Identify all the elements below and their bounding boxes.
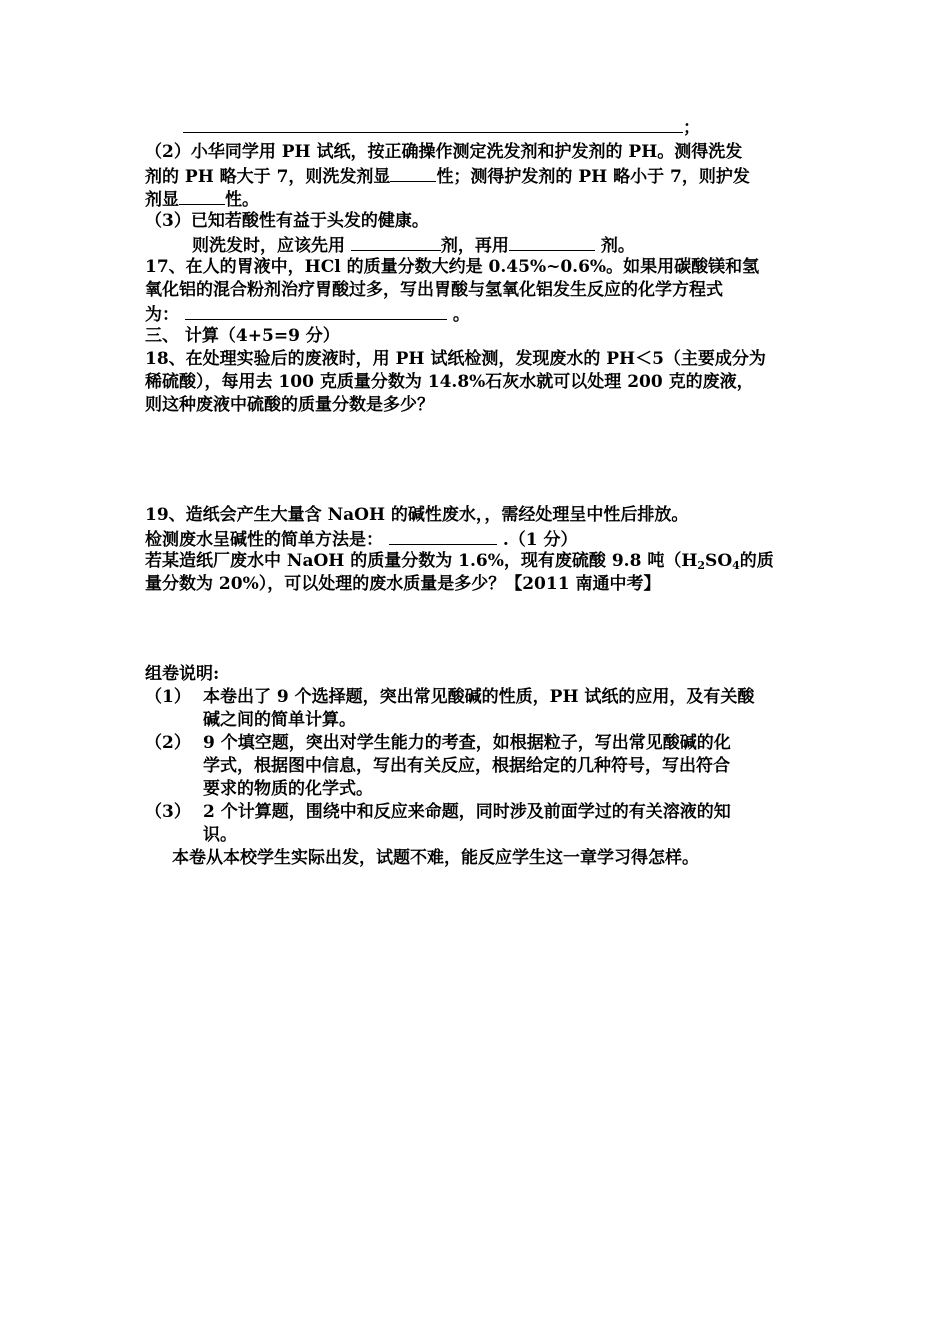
note-2-line3: 要求的物质的化学式。: [203, 779, 373, 799]
q17-line3: 为： 。: [145, 301, 470, 327]
section-title: 三、 计算（4+5=9 分）: [145, 326, 340, 346]
answer-blank[interactable]: [389, 526, 497, 545]
q19-line2: 检测废水呈碱性的简单方法是： .（1 分）: [145, 526, 578, 552]
answer-blank[interactable]: [390, 163, 436, 182]
note-3-line1: 2 个计算题，围绕中和反应来命题，同时涉及前面学过的有关溶液的知: [203, 802, 731, 822]
q18-line1: 18、在处理实验后的废液时，用 PH 试纸检测，发现废水的 PH＜5（主要成分为: [145, 349, 766, 369]
note-1-line2: 碱之间的简单计算。: [203, 710, 356, 730]
q17-line1: 17、在人的胃液中，HCl 的质量分数大约是 0.45%~0.6%。如果用碳酸镁和氢: [145, 257, 760, 277]
answer-line-16-1: ；: [183, 114, 700, 140]
note-3-label: （3）: [145, 802, 191, 822]
q16-part3-line1: （3）已知若酸性有益于头发的健康。: [145, 211, 429, 231]
q16-part2-line1: （2）小华同学用 PH 试纸，按正确操作测定洗发剂和护发剂的 PH。测得洗发: [145, 142, 743, 162]
answer-blank[interactable]: [185, 301, 447, 320]
note-3-line2: 识。: [203, 825, 237, 845]
answer-blank[interactable]: [509, 232, 595, 251]
note-1-line1: 本卷出了 9 个选择题，突出常见酸碱的性质，PH 试纸的应用，及有关酸: [203, 687, 755, 707]
q16-part2-line2: 剂的 PH 略大于 7，则洗发剂显 性；测得护发剂的 PH 略小于 7，则护发: [145, 163, 750, 189]
note-2-line2: 学式，根据图中信息，写出有关反应，根据给定的几种符号，写出符合: [203, 756, 730, 776]
answer-blank[interactable]: [179, 186, 225, 205]
note-1-label: （1）: [145, 687, 191, 707]
note-2-line1: 9 个填空题，突出对学生能力的考查，如根据粒子，写出常见酸碱的化: [203, 733, 731, 753]
note-2-label: （2）: [145, 733, 191, 753]
q19-line1: 19、造纸会产生大量含 NaOH 的碱性废水，，需经处理呈中性后排放。: [145, 505, 689, 525]
q17-line2: 氧化铝的混合粉剂治疗胃酸过多，写出胃酸与氢氧化铝发生反应的化学方程式: [145, 280, 723, 300]
notes-summary: 本卷从本校学生实际出发，试题不难，能反应学生这一章学习得怎样。: [172, 848, 699, 868]
answer-blank[interactable]: [183, 114, 683, 133]
q19-line4: 量分数为 20%），可以处理的废水质量是多少？【2011 南通中考】: [145, 574, 661, 594]
notes-title: 组卷说明:: [145, 664, 220, 684]
q18-line2: 稀硫酸），每用去 100 克质量分数为 14.8%石灰水就可以处理 200 克的废液，: [145, 372, 754, 392]
q19-line3: 若某造纸厂废水中 NaOH 的质量分数为 1.6%，现有废硫酸 9.8 吨（$H_2SO_4$的质: [145, 551, 774, 572]
q18-line3: 则这种废液中硫酸的质量分数是多少？: [145, 395, 434, 415]
q16-part3-line2: 则洗发时，应该先用 剂，再用 剂。: [192, 232, 635, 258]
q16-part2-line3: 剂显 性。: [145, 186, 259, 212]
answer-blank[interactable]: [351, 232, 441, 251]
